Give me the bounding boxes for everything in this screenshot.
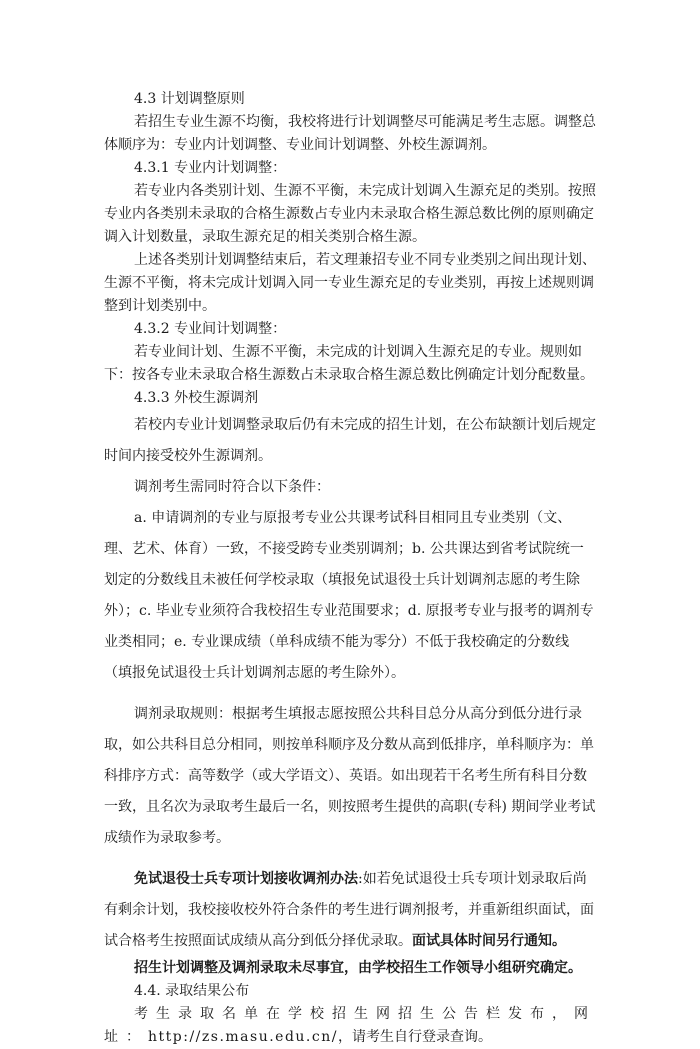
- admission-results-paragraph: [104, 1003, 596, 1049]
- admission-website-link[interactable]: http://zs.masu.edu.cn/: [148, 1029, 338, 1045]
- section-4-3-1-paragraph-1: 若专业内各类别计划、生源不平衡，未完成计划调入生源充足的类别。按照专业内各类别未录取的合格生源数占专业内未录取合格生源总数比例的原则确定调入计划数量，录取生源充足的相关类别合格生源。: [104, 183, 596, 245]
- veteran-adjustment-paragraph: [104, 864, 596, 957]
- section-4-3-1-paragraph-2: 上述各类别计划调整结束后，若文理兼招专业不同专业类别之间出现计划、生源不平衡，将未完成计划调入同一专业生源充足的专业类别，再按上述规则调整到计划类别中。: [104, 252, 596, 314]
- section-4-3-2-paragraph: 若专业间计划、生源不平衡，未完成的计划调入生源充足的专业。规则如下：按各专业未录取合格生源数占未录取合格生源总数比例确定计划分配数量。: [104, 344, 594, 383]
- section-4-3-3-heading: 4.3.3 外校生源调剂: [134, 390, 259, 406]
- conditions-list: a. 申请调剂的专业与原报考专业公共课考试科目相同且专业类别（文、理、艺术、体育）一致，不接受跨专业类别调剂；b. 公共课达到省考试院统一划定的分数线且未被任何学校录取（填报免试退役士兵计划调剂志愿的考生除外）；c. 毕业专业须符合我校招生专业范围要求；d. 原报考专业与报考的调剂专业类相同；e. 专业课成绩（单科成绩不能为零分）不低于我校确定的分数线（填报免试退役士兵计划调剂志愿的考生除外）。: [104, 510, 594, 681]
- section-4-3-1-heading: 4.3.1 专业内计划调整：: [134, 160, 287, 176]
- section-4-3-2-heading: 4.3.2 专业间计划调整：: [134, 321, 287, 337]
- admission-results-tail: ，请考生自行登录查询。: [337, 1029, 492, 1045]
- section-4-3-paragraph: 若招生专业生源不均衡，我校将进行计划调整尽可能满足考生志愿。调整总体顺序为：专业内计划调整、专业间计划调整、外校生源调剂。: [104, 114, 596, 153]
- section-4-3-3-paragraph-1: 若校内专业计划调整录取后仍有未完成的招生计划，在公布缺额计划后规定时间内接受校外生源调剂。: [104, 417, 596, 464]
- interview-time-note: 面试具体时间另行通知。: [412, 933, 566, 949]
- admission-results-text: 考生录取名单在学校招生网招生公告栏发布，网址：: [104, 1006, 596, 1045]
- veteran-adjustment-lead: 免试退役士兵专项计划接收调剂办法: [134, 871, 358, 887]
- section-4-3-heading: 4.3 计划调整原则: [134, 91, 245, 107]
- section-4-4-heading: 4.4. 录取结果公布: [134, 983, 250, 999]
- conditions-intro: 调剂考生需同时符合以下条件：: [134, 479, 330, 495]
- final-note: 招生计划调整及调剂录取未尽事宜，由学校招生工作领导小组研究确定。: [134, 960, 582, 976]
- veteran-adjustment-text: :如若免试退役士兵专项计划录取后尚有剩余计划，我校接收校外符合条件的考生进行调剂报考，并重新组织面试，面试合格考生按照面试成绩从高分到低分择优录取。: [104, 871, 594, 949]
- adjustment-admission-rules: 调剂录取规则：根据考生填报志愿按照公共科目总分从高分到低分进行录取，如公共科目总分相同，则按单科顺序及分数从高到低排序，单科顺序为：单科排序方式：高等数学（或大学语文）、英语。如出现若干名考生所有科目分数一致，且名次为录取考生最后一名，则按照考生提供的高职(专科) 期间学业考试成绩作为录取参考。: [104, 706, 596, 846]
